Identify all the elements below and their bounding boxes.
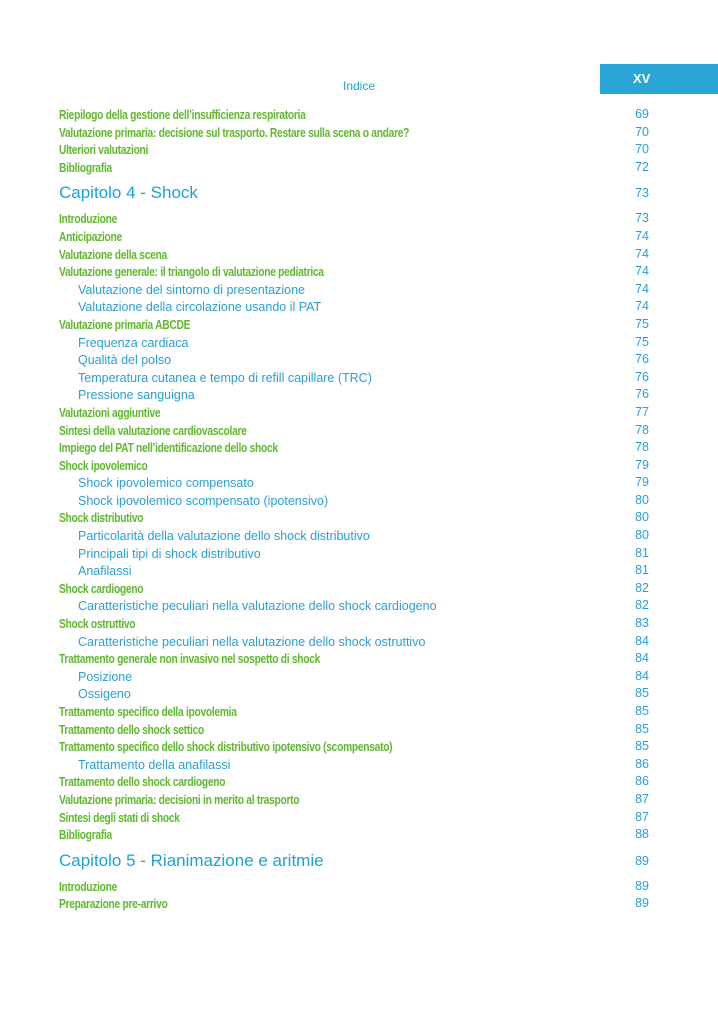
toc-entry[interactable] <box>59 650 649 668</box>
toc-subentry[interactable] <box>59 351 649 369</box>
toc-entry[interactable] <box>59 703 649 721</box>
toc-entry[interactable] <box>59 615 649 633</box>
toc-entry-title: Ulteriori valutazioni <box>59 143 149 158</box>
toc-entry-title: Valutazione primaria ABCDE <box>59 317 191 332</box>
toc-page-number: 85 <box>635 721 649 736</box>
toc-page-number: 78 <box>635 440 649 455</box>
toc-entry-title: Sintesi della valutazione cardiovascolare <box>59 423 247 438</box>
toc-entry-title: Riepilogo della gestione dell’insufficienza respiratoria <box>59 108 306 122</box>
toc-entry-title: Valutazioni aggiuntive <box>59 405 161 420</box>
toc-entry-title: Shock ipovolemico scompensato (ipotensivo) <box>78 493 329 508</box>
toc-entry[interactable] <box>59 580 649 598</box>
toc-page-number: 87 <box>635 791 649 806</box>
toc-subentry[interactable] <box>59 668 649 686</box>
toc-entry-title: Trattamento della anafilassi <box>78 757 231 772</box>
toc-page-number: 89 <box>635 896 649 911</box>
toc-page-number: 75 <box>635 334 649 349</box>
toc-page-number: 89 <box>635 853 649 868</box>
toc-entry-title: Shock ipovolemico <box>59 458 148 473</box>
toc-entry[interactable] <box>59 791 649 809</box>
toc-page-number: 81 <box>635 545 649 560</box>
toc-page-number: 82 <box>635 598 649 613</box>
toc-entry[interactable] <box>59 878 649 896</box>
toc-page-number: 87 <box>635 809 649 824</box>
toc-entry-title: Trattamento specifico dello shock distributivo ipotensivo (scompensato) <box>59 740 393 755</box>
toc-chapter-heading[interactable] <box>59 179 649 207</box>
toc-entry[interactable] <box>59 721 649 739</box>
toc-subentry[interactable] <box>59 334 649 352</box>
toc-entry-title: Capitolo 4 - Shock <box>59 183 198 203</box>
toc-entry-title: Valutazione primaria: decisioni in merito al trasporto <box>59 792 300 807</box>
toc-page-number: 72 <box>635 159 649 174</box>
toc-subentry[interactable] <box>59 597 649 615</box>
toc-page-number: 69 <box>635 107 649 121</box>
toc-entry[interactable] <box>59 895 649 913</box>
toc-entry-title: Posizione <box>78 669 133 684</box>
toc-entry-title: Anticipazione <box>59 229 122 244</box>
toc-page-number: 86 <box>635 756 649 771</box>
toc-page-number: 85 <box>635 704 649 718</box>
toc-entry[interactable] <box>59 228 649 246</box>
toc-page-number: 85 <box>635 739 649 754</box>
toc-entry-title: Valutazione del sintomo di presentazione <box>78 282 305 297</box>
toc-page-number: 79 <box>635 475 649 490</box>
toc-entry-title: Temperatura cutanea e tempo di refill capillare (TRC) <box>78 370 372 385</box>
toc-entry-title: Shock cardiogeno <box>59 581 144 596</box>
toc-page-number: 86 <box>635 774 649 789</box>
toc-entry-title: Ossigeno <box>78 687 131 702</box>
toc-page-number: 76 <box>635 387 649 402</box>
toc-subentry[interactable] <box>59 386 649 404</box>
toc-entry-title: Shock ipovolemico compensato <box>78 476 254 491</box>
toc-page-number: 89 <box>635 878 649 893</box>
toc-entry-title: Qualità del polso <box>78 353 172 368</box>
toc-entry-title: Valutazione primaria: decisione sul trasporto. Restare sulla scena o andare? <box>59 125 410 140</box>
page-number-tab: XV <box>600 64 718 94</box>
toc-entry-title: Capitolo 5 - Rianimazione e aritmie <box>59 850 324 870</box>
toc-page-number: 73 <box>635 186 649 201</box>
toc-subentry[interactable] <box>59 633 649 651</box>
toc-entry-title: Valutazione della scena <box>59 247 167 262</box>
toc-entry[interactable] <box>59 809 649 827</box>
toc-entry-title: Valutazione della circolazione usando il PAT <box>78 300 322 315</box>
toc-subentry[interactable] <box>59 281 649 299</box>
toc-entry[interactable] <box>59 826 649 844</box>
toc-entry[interactable] <box>59 124 649 142</box>
toc-entry-title: Shock ostruttivo <box>59 617 136 632</box>
toc-entry-title: Trattamento dello shock settico <box>59 722 204 737</box>
toc-page-number: 74 <box>635 264 649 279</box>
toc-page-number: 84 <box>635 633 649 648</box>
toc-subentry[interactable] <box>59 756 649 774</box>
toc-page-number: 70 <box>635 124 649 139</box>
toc-page-number: 77 <box>635 404 649 419</box>
toc-entry-title: Pressione sanguigna <box>78 388 195 403</box>
running-header-title: Indice <box>342 79 376 93</box>
toc-entry-title: Anafilassi <box>78 564 132 579</box>
toc-entry-title: Trattamento generale non invasivo nel sospetto di shock <box>59 652 321 667</box>
toc-subentry[interactable] <box>59 545 649 563</box>
toc-page-number: 84 <box>635 668 649 683</box>
toc-entry-title: Sintesi degli stati di shock <box>59 810 180 825</box>
toc-page-number: 74 <box>635 299 649 314</box>
toc-page-number: 88 <box>635 827 649 842</box>
toc-entry-title: Introduzione <box>59 879 118 894</box>
toc-entry-title: Shock distributivo <box>59 511 144 526</box>
toc-entry-title: Trattamento dello shock cardiogeno <box>59 775 226 790</box>
toc-entry-title: Bibliografia <box>59 160 112 175</box>
toc-entry[interactable] <box>59 422 649 440</box>
toc-page-number: 80 <box>635 510 649 525</box>
toc-page-number: 78 <box>635 422 649 437</box>
toc-entry[interactable] <box>59 159 649 177</box>
toc-page-number: 75 <box>635 316 649 331</box>
toc-entry[interactable] <box>59 141 649 159</box>
toc-entry[interactable] <box>59 439 649 457</box>
toc-page-number: 73 <box>635 211 649 226</box>
toc-entry-title: Caratteristiche peculiari nella valutazione dello shock cardiogeno <box>78 599 437 614</box>
toc-entry-title: Particolarità della valutazione dello shock distributivo <box>78 529 370 544</box>
toc-entry[interactable] <box>59 738 649 756</box>
toc-page-number: 81 <box>635 563 649 578</box>
toc-subentry[interactable] <box>59 298 649 316</box>
toc-entry-title: Preparazione pre-arrivo <box>59 897 168 912</box>
toc-chapter-heading[interactable] <box>59 847 649 875</box>
toc-entry[interactable] <box>59 509 649 527</box>
toc-entry[interactable] <box>59 773 649 791</box>
toc-entry-title: Frequenza cardiaca <box>78 335 189 350</box>
toc-page-number: 74 <box>635 228 649 243</box>
toc-subentry[interactable] <box>59 685 649 703</box>
toc-entry-title: Impiego del PAT nell’identificazione dello shock <box>59 441 278 456</box>
toc-page-number: 80 <box>635 492 649 507</box>
toc-page-number: 74 <box>635 281 649 296</box>
toc-entry-title: Caratteristiche peculiari nella valutazione dello shock ostruttivo <box>78 634 426 649</box>
toc-page-number: 84 <box>635 651 649 666</box>
toc-entry[interactable] <box>59 246 649 264</box>
toc-subentry[interactable] <box>59 492 649 510</box>
toc-entry[interactable] <box>59 404 649 422</box>
toc-entry-title: Introduzione <box>59 212 118 227</box>
toc-entry[interactable] <box>59 263 649 281</box>
toc-entry-title: Bibliografia <box>59 828 112 843</box>
toc-entry[interactable] <box>59 106 649 124</box>
toc-subentry[interactable] <box>59 369 649 387</box>
toc-entry[interactable] <box>59 457 649 475</box>
table-of-contents <box>59 106 649 913</box>
toc-page-number: 83 <box>635 616 649 631</box>
toc-subentry[interactable] <box>59 562 649 580</box>
toc-page-number: 74 <box>635 246 649 261</box>
toc-entry-title: Principali tipi di shock distributivo <box>78 546 261 561</box>
toc-entry[interactable] <box>59 210 649 228</box>
toc-page-number: 76 <box>635 352 649 367</box>
toc-subentry[interactable] <box>59 474 649 492</box>
toc-page-number: 80 <box>635 528 649 543</box>
toc-entry-title: Trattamento specifico della ipovolemia <box>59 705 237 719</box>
toc-subentry[interactable] <box>59 527 649 545</box>
toc-entry[interactable] <box>59 316 649 334</box>
toc-page-number: 79 <box>635 457 649 472</box>
toc-page-number: 82 <box>635 580 649 595</box>
toc-page-number: 70 <box>635 142 649 157</box>
toc-entry-title: Valutazione generale: il triangolo di valutazione pediatrica <box>59 265 324 280</box>
toc-page-number: 76 <box>635 369 649 384</box>
toc-page-number: 85 <box>635 686 649 701</box>
